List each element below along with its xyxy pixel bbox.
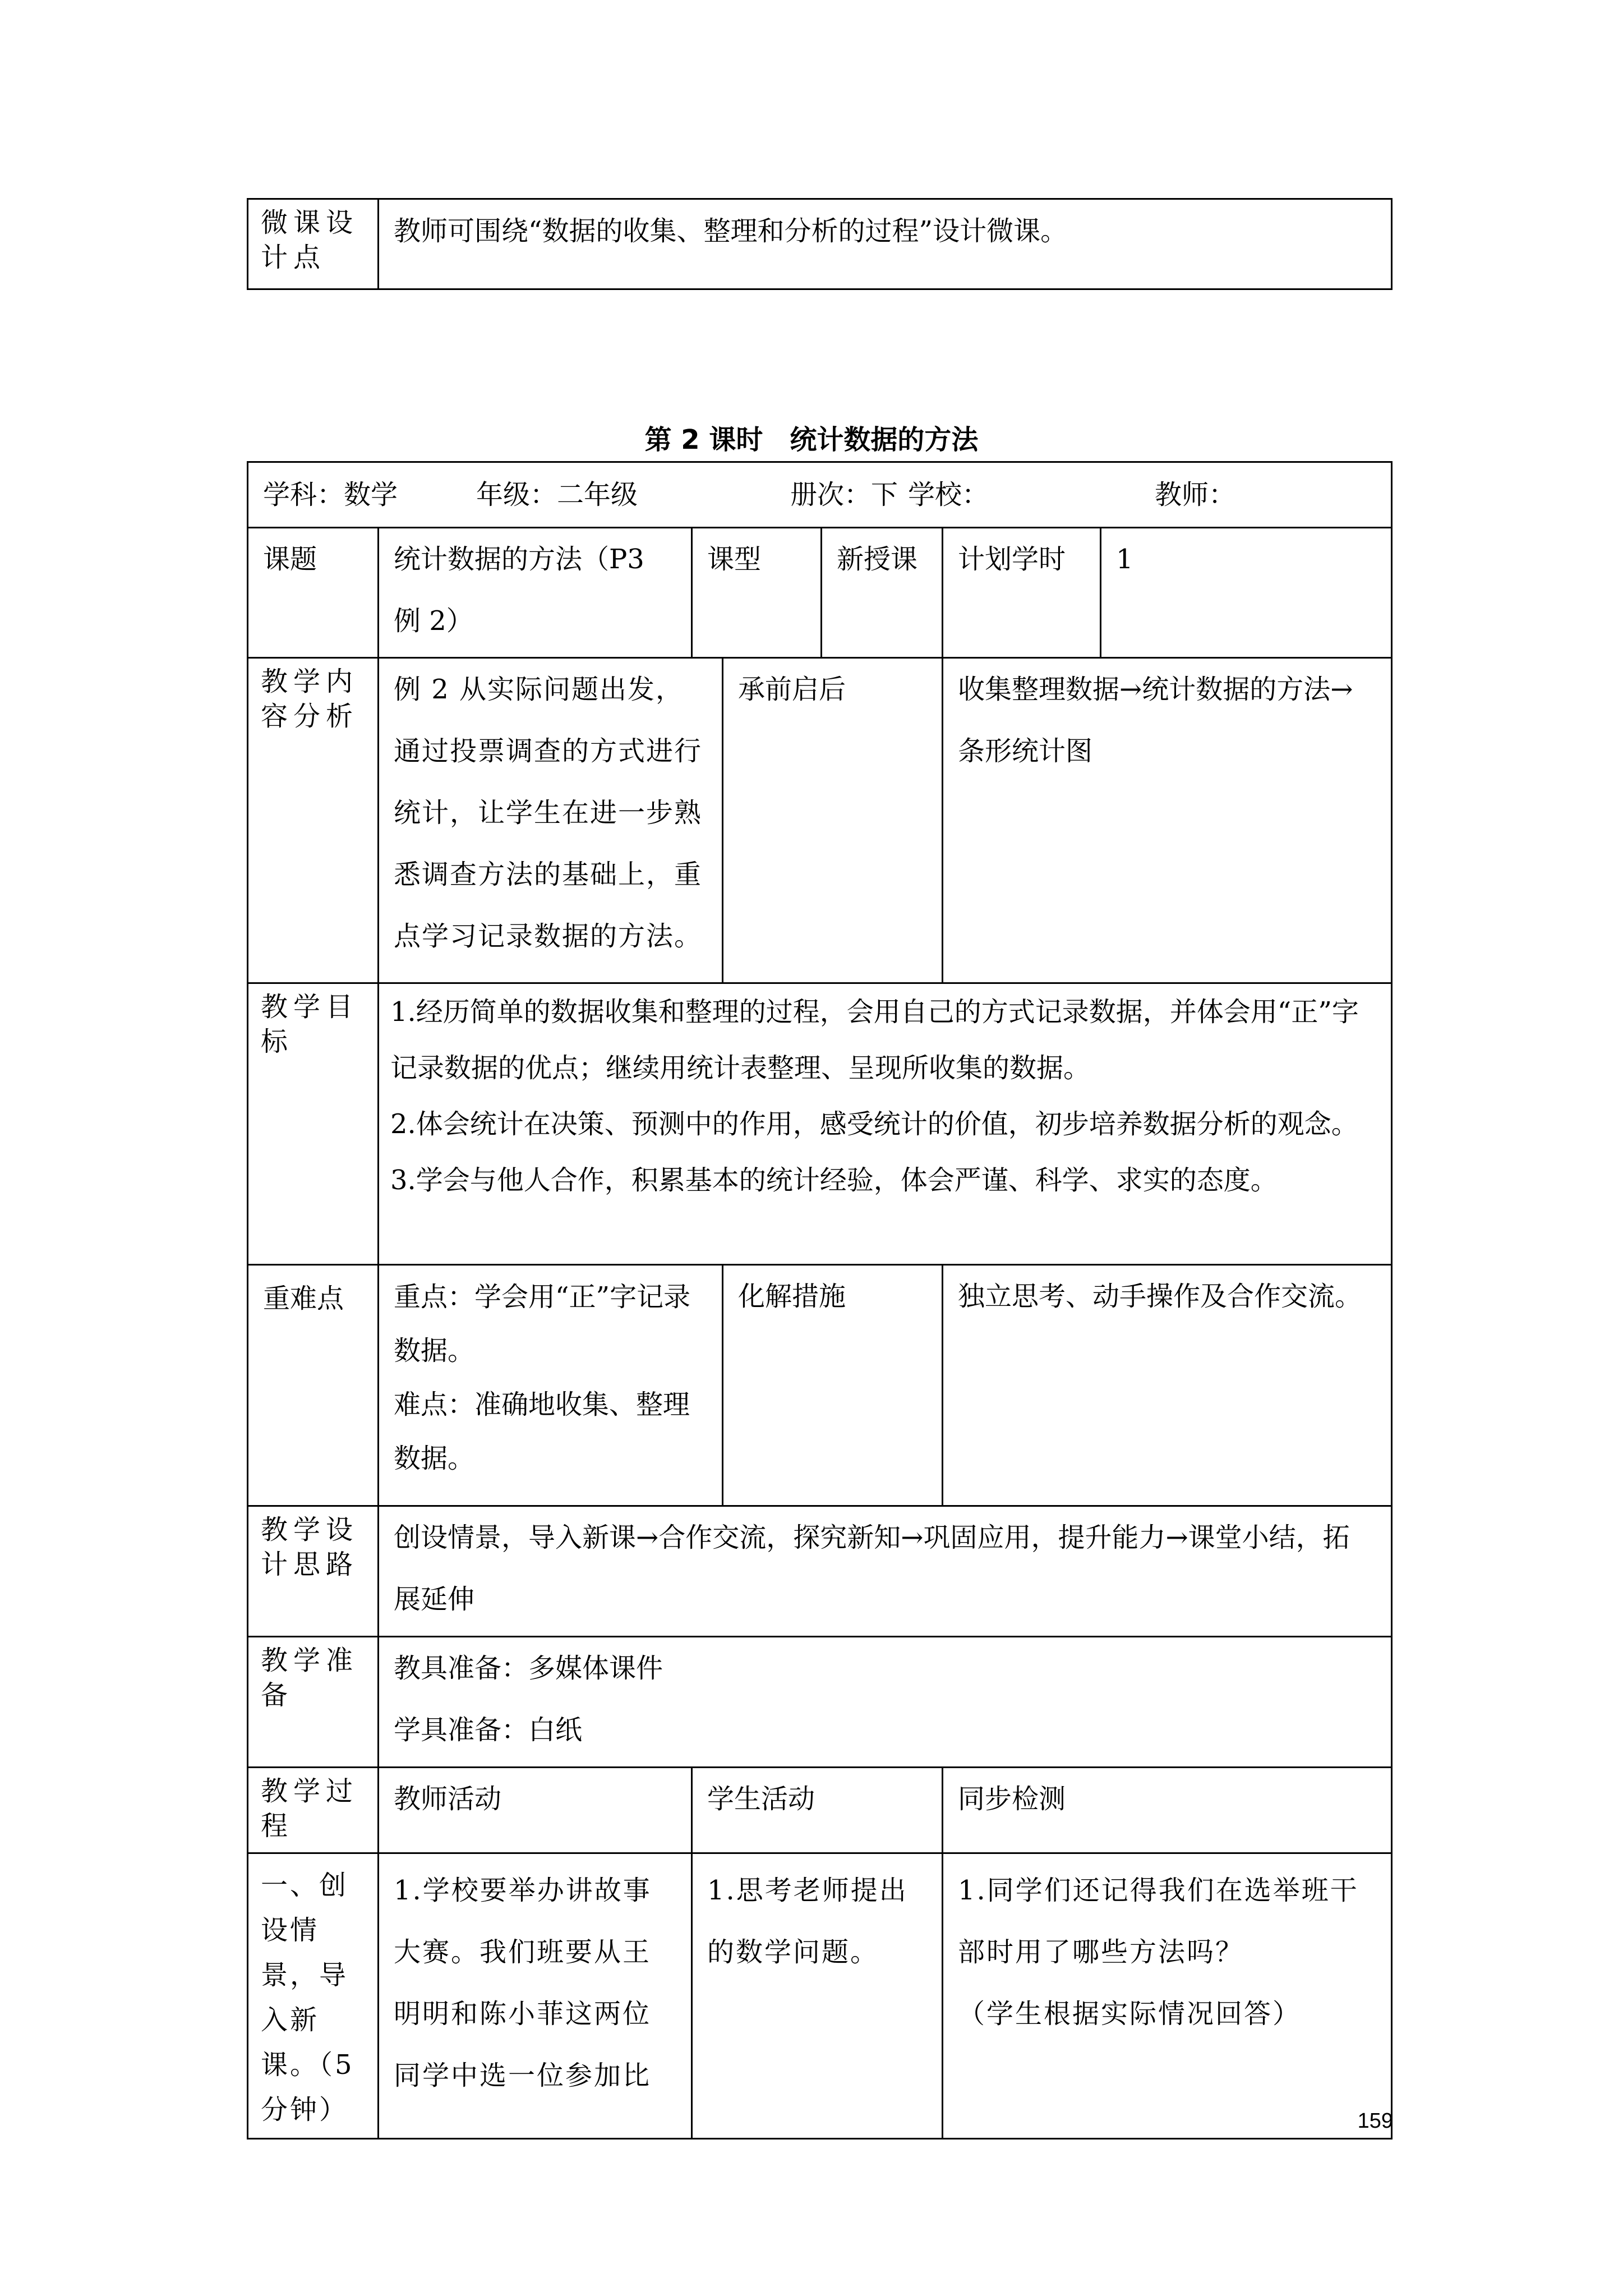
link-label: 承前启后	[738, 674, 846, 705]
stage-one-check-text: 1.同学们还记得我们在选举班干部时用了哪些方法吗？	[958, 1875, 1359, 1968]
sync-check-header: 同步检测	[958, 1783, 1066, 1815]
key-points-label-cell	[248, 1265, 379, 1506]
stage-one-student-text: 1.思考老师提出的数学问题。	[707, 1875, 908, 1968]
stage-one-label: 一、创设情景，导入新课。（5 分钟）	[261, 1870, 354, 2125]
teacher-field: 教师：	[1155, 479, 1236, 510]
objectives-label-cell	[248, 983, 379, 1265]
objectives-row	[248, 983, 1392, 1265]
topic-label: 课题	[263, 544, 317, 575]
student-prep-text: 学具准备：白纸	[394, 1714, 583, 1746]
design-label-cell	[248, 1506, 379, 1637]
teacher-activity-header: 教师活动	[394, 1783, 502, 1815]
teacher-activity-header-cell	[379, 1768, 692, 1853]
micro-course-label-cell	[248, 199, 379, 289]
stage-one-student-cell	[692, 1853, 943, 2139]
link-text-cell	[943, 658, 1392, 983]
content-analysis-label-cell	[248, 658, 379, 983]
design-text: 创设情景，导入新课→合作交流，探究新知→巩固应用，提升能力→课堂小结，拓展延伸	[394, 1522, 1350, 1615]
micro-course-label: 微课设计点	[261, 207, 359, 273]
hours-value: 1	[1116, 544, 1133, 575]
topic-cell	[379, 528, 692, 658]
objectives-cell	[379, 983, 1392, 1265]
measures-text: 独立思考、动手操作及合作交流。	[958, 1281, 1362, 1312]
sync-check-header-cell	[943, 1768, 1392, 1853]
measures-cell	[943, 1265, 1392, 1506]
type-value-cell	[822, 528, 943, 658]
type-value: 新授课	[837, 544, 918, 575]
stage-one-check-note: （学生根据实际情况回答）	[958, 1998, 1302, 2030]
objective-item: 3.学会与他人合作，积累基本的统计经验，体会严谨、科学、求实的态度。	[390, 1165, 1278, 1196]
preparation-label-cell	[248, 1637, 379, 1768]
school-field: 学校：	[908, 479, 989, 510]
difficulty-text: 难点：准确地收集、整理数据。	[394, 1389, 690, 1474]
hours-label-cell	[943, 528, 1101, 658]
key-points-row	[248, 1265, 1392, 1506]
key-points-label: 重难点	[263, 1283, 344, 1314]
page-number: 159	[1357, 2109, 1393, 2133]
micro-course-content: 教师可围绕“数据的收集、整理和分析的过程”设计微课。	[394, 215, 1068, 247]
lesson-title: 第 2 课时 统计数据的方法	[644, 424, 979, 455]
type-label: 课型	[707, 544, 762, 575]
process-header-row	[248, 1768, 1392, 1853]
objectives-label: 教学目标	[261, 991, 359, 1057]
student-activity-header: 学生活动	[707, 1783, 815, 1815]
objective-item: 2.体会统计在决策、预测中的作用，感受统计的价值，初步培养数据分析的观念。	[390, 1108, 1358, 1140]
content-analysis-text: 例 2 从实际问题出发，通过投票调查的方式进行统计，让学生在进一步熟悉调查方法的基础上，重点学习记录数据的方法。	[394, 674, 703, 952]
student-activity-header-cell	[692, 1768, 943, 1853]
subject-field: 学科：数学	[263, 479, 398, 510]
link-text: 收集整理数据→统计数据的方法→条形统计图	[958, 674, 1353, 767]
hours-label: 计划学时	[958, 544, 1066, 575]
preparation-row	[248, 1637, 1392, 1768]
content-analysis-label: 教学内容分析	[261, 666, 359, 732]
micro-course-content-cell	[379, 199, 1392, 289]
micro-course-row	[248, 199, 1392, 289]
preparation-label: 教学准备	[261, 1645, 359, 1711]
type-label-cell	[692, 528, 822, 658]
topic-text: 统计数据的方法（P3 例 2）	[394, 544, 644, 637]
hours-value-cell	[1101, 528, 1392, 658]
topic-row	[248, 528, 1392, 658]
key-points-text-cell	[379, 1265, 723, 1506]
stage-one-teacher-cell	[379, 1853, 692, 2139]
lesson-plan-table	[247, 461, 1393, 2139]
link-label-cell	[723, 658, 943, 983]
content-analysis-row	[248, 658, 1392, 983]
key-point-text: 重点：学会用“正”字记录数据。	[394, 1281, 691, 1366]
process-label: 教学过程	[261, 1775, 359, 1842]
grade-field: 年级：二年级	[476, 479, 638, 510]
process-label-cell	[248, 1768, 379, 1853]
header-cell	[248, 462, 1392, 528]
preparation-cell	[379, 1637, 1392, 1768]
stage-one-teacher-text: 1.学校要举办讲故事大赛。我们班要从王明明和陈小菲这两位同学中选一位参加比	[394, 1875, 652, 2091]
design-cell	[379, 1506, 1392, 1637]
header-row	[248, 462, 1392, 528]
measures-label-cell	[723, 1265, 943, 1506]
content-analysis-text-cell	[379, 658, 723, 983]
objective-item: 1.经历简单的数据收集和整理的过程，会用自己的方式记录数据，并体会用“正”字记录数据的优点；继续用统计表整理、呈现所收集的数据。	[390, 996, 1359, 1084]
stage-one-label-cell	[248, 1853, 379, 2139]
micro-course-table	[247, 198, 1393, 290]
measures-label: 化解措施	[738, 1281, 846, 1312]
topic-label-cell	[248, 528, 379, 658]
design-label: 教学设计思路	[261, 1514, 359, 1580]
volume-field: 册次：下	[790, 479, 898, 510]
stage-one-row	[248, 1853, 1392, 2139]
stage-one-check-cell	[943, 1853, 1392, 2139]
teacher-prep-text: 教具准备：多媒体课件	[394, 1653, 663, 1684]
design-row	[248, 1506, 1392, 1637]
